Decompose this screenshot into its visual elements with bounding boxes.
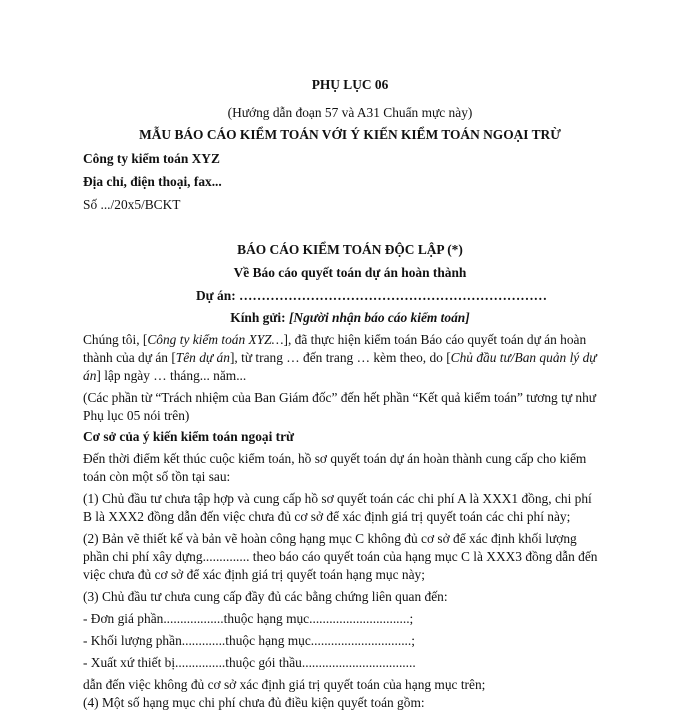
intro-text: ], đã thực hiện kiểm toán Báo cáo quyết toán dự án hoàn (283, 332, 587, 347)
item3-sub-b: - Khối lượng phần.............thuộc hạng mục..............................; (83, 633, 415, 648)
report-title: BÁO CÁO KIỂM TOÁN ĐỘC LẬP (*) (237, 242, 463, 257)
item2-line-1: (2) Bản vẽ thiết kế và bản vẽ hoàn công hạng mục C không đủ cơ sở để xác định khối lượng (83, 531, 577, 546)
item1-line-2: B là XXX2 đồng dẫn đến việc chưa đủ cơ sở để xác định giá trị quyết toán các chi phí này; (83, 509, 571, 524)
intro-line-3 (83, 367, 246, 385)
greeting-recipient: [Người nhận báo cáo kiểm toán] (288, 310, 470, 325)
intro-owner: án (83, 368, 97, 383)
company-name: Công ty kiểm toán XYZ (83, 151, 220, 166)
item4-line-1: (4) Một số hạng mục chi phí chưa đủ điều kiện quyết toán gồm: (83, 695, 425, 710)
greeting-line (0, 309, 700, 327)
item2-line-3: việc chưa đủ cơ sở để xác định giá trị quyết toán hạng mục này; (83, 567, 425, 582)
guide-note: (Hướng dẫn đoạn 57 và A31 Chuẩn mực này) (227, 105, 473, 120)
item3-sub-a: - Đơn giá phần..................thuộc hạng mục..............................; (83, 611, 414, 626)
project-dots: …………………………………………………………… (239, 288, 547, 303)
company-address: Địa chỉ, điện thoại, fax... (83, 174, 222, 189)
report-number: Số .../20x5/BCKT (83, 197, 181, 212)
intro-text: ] lập ngày … tháng... năm... (96, 368, 247, 383)
intro-line-2 (83, 349, 597, 367)
project-line (196, 287, 547, 305)
note-line-1: (Các phần từ “Trách nhiệm của Ban Giám đốc” đến hết phần “Kết quả kiểm toán” tương tự như (83, 390, 597, 405)
appendix-heading: PHỤ LỤC 06 (311, 77, 389, 92)
item1-line-1: (1) Chủ đầu tư chưa tập hợp và cung cấp hồ sơ quyết toán các chi phí A là XXX1 đồng, chi phí (83, 491, 592, 506)
basis-para-line-1: Đến thời điểm kết thúc cuộc kiểm toán, hồ sơ quyết toán dự án hoàn thành cung cấp cho kiểm (83, 451, 587, 466)
form-title: MẪU BÁO CÁO KIỂM TOÁN VỚI Ý KIẾN KIỂM TOÁN NGOẠI TRỪ (139, 127, 561, 142)
item2-line-2: phần chi phí xây dựng.............. theo báo cáo quyết toán của hạng mục C là XXX3 đồng dẫn đến (83, 549, 598, 564)
basis-para-line-2: toán còn một số tồn tại sau: (83, 469, 231, 484)
intro-company: Công ty kiểm toán XYZ… (147, 332, 284, 347)
intro-text: ], từ trang … đến trang … kèm theo, do [ (229, 350, 451, 365)
intro-owner: Chủ đầu tư/Ban quản lý dự (450, 350, 597, 365)
intro-text: thành của dự án [ (83, 350, 176, 365)
intro-line-1 (83, 331, 586, 349)
greeting-label: Kính gửi: (230, 310, 289, 325)
report-subtitle: Về Báo cáo quyết toán dự án hoàn thành (233, 265, 467, 280)
item3-conclusion: dẫn đến việc không đủ cơ sở xác định giá trị quyết toán của hạng mục trên; (83, 677, 486, 692)
note-line-2: Phụ lục 05 nói trên) (83, 408, 190, 423)
item3-line: (3) Chủ đầu tư chưa cung cấp đầy đủ các bằng chứng liên quan đến: (83, 589, 448, 604)
intro-project-name: Tên dự án (175, 350, 230, 365)
intro-text: Chúng tôi, [ (83, 332, 148, 347)
item3-sub-c: - Xuất xứ thiết bị...............thuộc gói thầu.................................. (83, 655, 416, 670)
project-label: Dự án: (196, 288, 240, 303)
basis-heading: Cơ sở của ý kiến kiểm toán ngoại trừ (83, 429, 295, 444)
